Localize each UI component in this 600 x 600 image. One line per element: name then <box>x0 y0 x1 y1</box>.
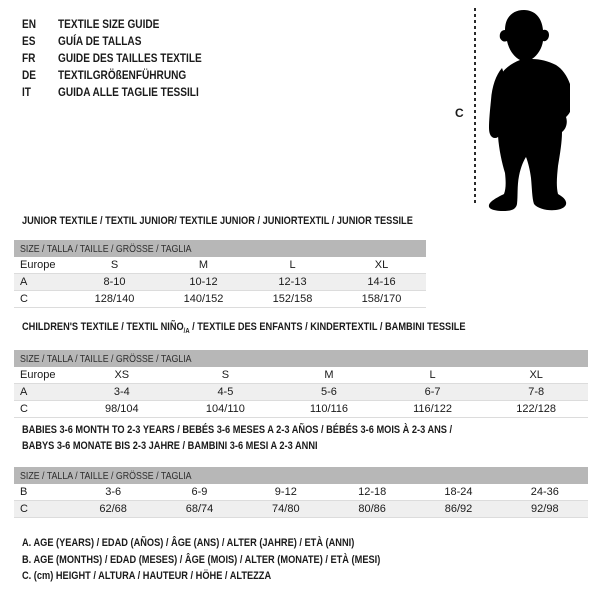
cell: 80/86 <box>358 503 386 515</box>
cell: 9-12 <box>274 486 297 498</box>
babies-table-title-line1 <box>22 424 534 436</box>
cell: M <box>198 259 209 271</box>
title-pre: CHILDREN'S TEXTILE / TEXTIL NIÑO <box>22 321 184 333</box>
cell: L <box>429 369 436 381</box>
cell: 18-24 <box>444 486 473 498</box>
cell: 3-6 <box>105 486 122 498</box>
height-measure-label: C <box>455 106 464 120</box>
cell: 6-9 <box>191 486 208 498</box>
cell: 12-13 <box>278 276 307 288</box>
table-row <box>14 384 588 401</box>
table-row <box>14 274 426 291</box>
cell: L <box>289 259 296 271</box>
language-label: GUÍA DE TALLAS <box>58 33 142 48</box>
babies-size-table <box>14 467 588 518</box>
junior-table-title <box>22 215 487 227</box>
language-label: TEXTILGRÖßENFÜHRUNG <box>58 67 187 82</box>
cell: 14-16 <box>367 276 396 288</box>
cell: S <box>221 369 230 381</box>
baby-silhouette-icon <box>486 8 570 212</box>
language-row-en <box>22 15 229 32</box>
row-label: C <box>20 503 28 515</box>
language-row-fr <box>22 49 229 66</box>
cell: 116/122 <box>413 403 453 415</box>
junior-size-header-bar <box>14 240 426 257</box>
language-label: TEXTILE SIZE GUIDE <box>58 16 160 31</box>
children-table-title-text <box>22 321 466 335</box>
cell: 10-12 <box>189 276 218 288</box>
size-header-label: SIZE / TALLA / TAILLE / GRÖSSE / TAGLIA <box>20 352 192 365</box>
row-label: A <box>20 386 28 398</box>
babies-table-title-text2: BABYS 3-6 MONATE BIS 2-3 JAHRE / BAMBINI 3-6 MESI A 2-3 ANNI <box>22 440 318 452</box>
cell: 86/92 <box>444 503 473 515</box>
cell: S <box>110 259 119 271</box>
language-row-it <box>22 83 229 100</box>
cell: XS <box>114 369 130 381</box>
cell: M <box>324 369 334 381</box>
cell: XL <box>529 369 543 381</box>
language-code: EN <box>22 16 37 31</box>
legend-text: A. AGE (YEARS) / EDAD (AÑOS) / ÂGE (ANS) / ALTER (JAHRE) / ETÀ (ANNI) <box>22 537 355 550</box>
table-row <box>14 501 588 518</box>
language-label: GUIDE DES TAILLES TEXTILE <box>58 50 202 65</box>
legend-line-c <box>22 568 449 585</box>
legend-line-a <box>22 535 449 552</box>
row-label: C <box>20 293 28 305</box>
cell: 6-7 <box>424 386 441 398</box>
cell: 5-6 <box>321 386 337 398</box>
junior-table-title-text: JUNIOR TEXTILE / TEXTIL JUNIOR/ TEXTILE JUNIOR / JUNIORTEXTIL / JUNIOR TESSILE <box>22 215 413 227</box>
cell: 74/80 <box>272 503 300 515</box>
cell: 128/140 <box>94 293 135 305</box>
table-row <box>14 367 588 384</box>
cell: 152/158 <box>272 293 313 305</box>
row-label: Europe <box>20 369 56 381</box>
row-label: Europe <box>20 259 56 271</box>
language-code: FR <box>22 50 36 65</box>
height-measure-dashed-line <box>474 8 476 206</box>
babies-table-title-line2 <box>22 440 374 452</box>
legend-text: B. AGE (MONTHS) / EDAD (MESES) / ÂGE (MOIS) / ALTER (MONATE) / ETÀ (MESI) <box>22 553 381 566</box>
legend-text: C. (cm) HEIGHT / ALTURA / HAUTEUR / HÖHE / ALTEZZA <box>22 570 272 583</box>
table-row <box>14 257 426 274</box>
language-code: DE <box>22 67 37 82</box>
language-row-de <box>22 66 229 83</box>
cell: 4-5 <box>217 386 234 398</box>
table-row <box>14 291 426 308</box>
cell: 140/152 <box>183 293 224 305</box>
cell: 104/110 <box>205 403 245 415</box>
title-post: / TEXTILE DES ENFANTS / KINDERTEXTIL / BAMBINI TESSILE <box>189 321 466 333</box>
table-row <box>14 401 588 418</box>
cell: 7-8 <box>528 386 545 398</box>
row-label: A <box>20 276 28 288</box>
cell: 158/170 <box>361 293 402 305</box>
cell: 3-4 <box>113 386 130 398</box>
cell: 92/98 <box>531 503 559 515</box>
row-label: C <box>20 403 28 415</box>
language-row-es <box>22 32 229 49</box>
children-table-title <box>22 321 550 335</box>
cell: 122/128 <box>516 403 557 415</box>
cell: 62/68 <box>99 503 127 515</box>
children-size-header-bar <box>14 350 588 367</box>
cell: 12-18 <box>358 486 387 498</box>
cell: 24-36 <box>530 486 559 498</box>
row-label: B <box>20 486 28 498</box>
cell: 110/116 <box>309 403 349 415</box>
measure-legend <box>22 535 449 585</box>
junior-size-table <box>14 240 426 308</box>
language-code: IT <box>22 84 31 99</box>
language-label: GUIDA ALLE TAGLIE TESSILI <box>58 84 199 99</box>
babies-size-header-bar <box>14 467 588 484</box>
children-size-table <box>14 350 588 418</box>
language-title-list <box>22 15 229 100</box>
cell: 68/74 <box>185 503 214 515</box>
legend-line-b <box>22 552 449 569</box>
title-subscript: /A <box>183 328 190 336</box>
cell: 98/104 <box>104 403 139 415</box>
language-code: ES <box>22 33 36 48</box>
table-row <box>14 484 588 501</box>
size-header-label: SIZE / TALLA / TAILLE / GRÖSSE / TAGLIA <box>20 242 192 255</box>
size-header-label: SIZE / TALLA / TAILLE / GRÖSSE / TAGLIA <box>20 469 192 482</box>
babies-table-title-text1: BABIES 3-6 MONTH TO 2-3 YEARS / BEBÉS 3-6 MESES A 2-3 AÑOS / BÉBÉS 3-6 MOIS À 2-3 ANS / <box>22 424 453 436</box>
cell: 8-10 <box>103 276 126 288</box>
cell: XL <box>374 259 389 271</box>
